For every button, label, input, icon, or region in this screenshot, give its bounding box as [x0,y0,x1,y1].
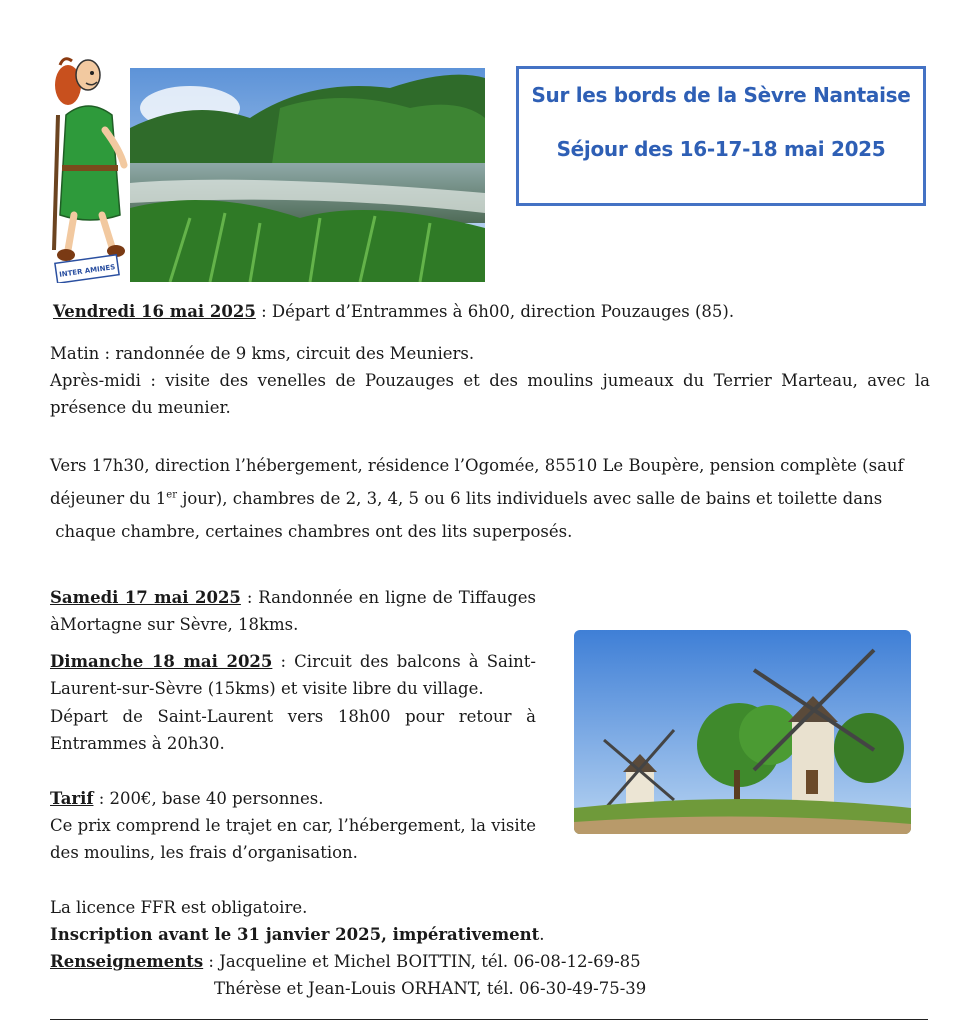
hiker-mascot-icon [50,55,128,283]
friday-evening-c: chaque chambre, certaines chambres ont des lits superposés. [55,522,573,541]
contact-1: : Jacqueline et Michel BOITTIN, tél. 06-08-12-69-85 [203,952,641,971]
bottom-divider [50,1019,928,1020]
saturday-block [50,584,536,638]
inscription-line [50,921,545,948]
contacts-heading: Renseignements [50,952,204,971]
sunday-text: : Circuit des balcons à Saint-Laurent-sur-Sèvre (15kms) et visite libre du village. [50,652,536,698]
contacts-line [50,948,641,975]
friday-evening [50,449,940,548]
title-line-2: Séjour des 16-17-18 mai 2025 [556,137,886,161]
contact-2: Thérèse et Jean-Louis ORHANT, tél. 06-30-49-75-39 [214,979,647,998]
friday-morning: Matin : randonnée de 9 kms, circuit des Meuniers. [50,344,475,363]
friday-line [53,298,734,325]
inscription-text: Inscription avant le 31 janvier 2025, impérativement [50,925,540,944]
saturday-heading: Samedi 17 mai 2025 [50,588,241,607]
friday-evening-a: Vers 17h30, direction l’hébergement, résidence l’Ogomée, 85510 Le Boupère, pension complète (sauf déjeuner du 1 [50,456,904,508]
title-box [516,66,926,206]
inscription-dot: . [539,925,545,944]
tarif-line [50,785,323,812]
tarif-heading: Tarif [50,789,94,808]
licence-line: La licence FFR est obligatoire. [50,898,308,917]
friday-afternoon: Après-midi : visite des venelles de Pouzauges et des moulins jumeaux du Terrier Marteau, avec la présence du meunier. [50,371,930,417]
friday-heading: Vendredi 16 mai 2025 [53,302,256,321]
sunday-heading: Dimanche 18 mai 2025 [50,652,273,671]
tarif-includes: Ce prix comprend le trajet en car, l’hébergement, la visite des moulins, les frais d’organisation. [50,816,536,862]
title-line-1: Sur les bords de la Sèvre Nantaise [531,83,911,107]
windmill-photo [574,630,911,834]
friday-evening-b: jour), chambres de 2, 3, 4, 5 ou 6 lits individuels avec salle de bains et toilette dans [177,489,883,508]
sunday-block [50,648,536,702]
friday-text: : Départ d’Entrammes à 6h00, direction Pouzauges (85). [255,302,735,321]
river-photo [130,68,485,282]
mascot-badge-text: INTER AMINES [58,263,116,279]
friday-evening-sup: er [166,489,177,501]
tarif-text: : 200€, base 40 personnes. [93,789,324,808]
saturday-text: : Randonnée en ligne de Tiffauges àMortagne sur Sèvre, 18kms. [50,588,537,634]
sunday-return: Départ de Saint-Laurent vers 18h00 pour retour à Entrammes à 20h30. [50,707,536,753]
